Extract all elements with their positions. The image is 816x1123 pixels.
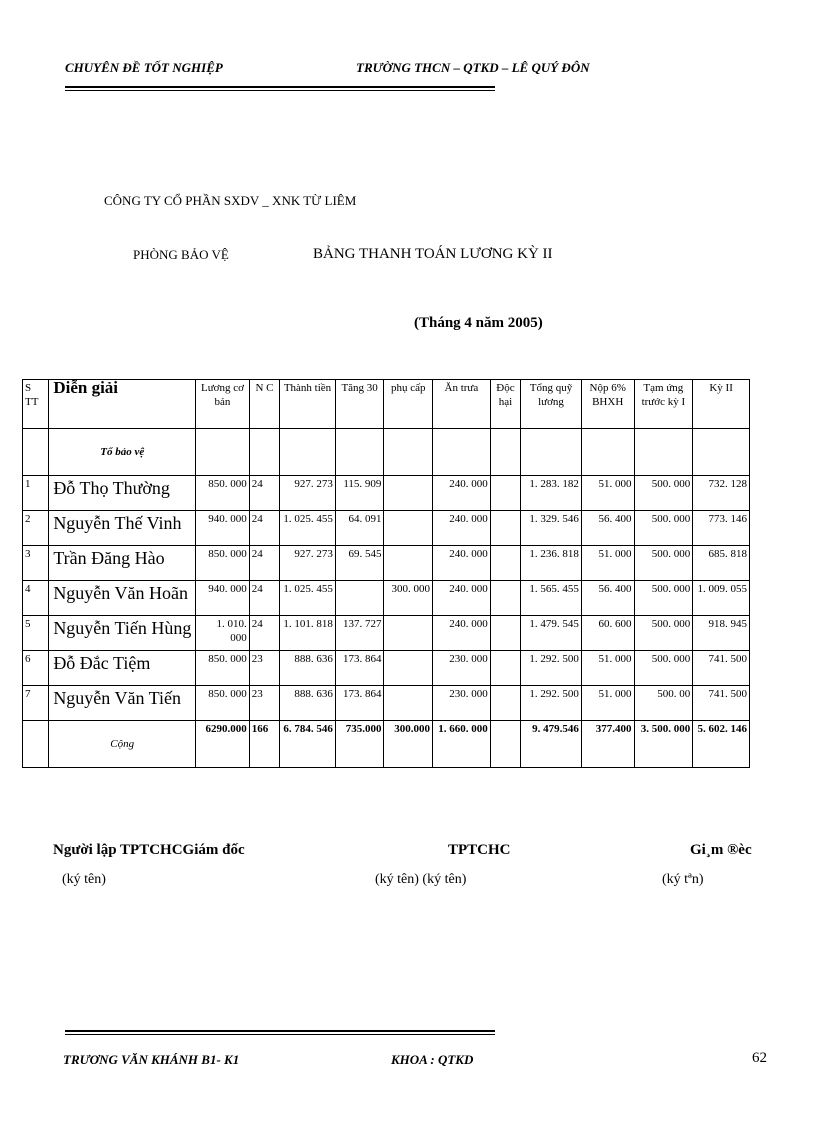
col-ky-ii: Kỳ II (693, 380, 750, 429)
row-stt: 4 (23, 581, 49, 616)
row-doc-hai (490, 476, 520, 511)
row-tong: 1. 292. 500 (521, 686, 582, 721)
row-an-trua: 230. 000 (433, 686, 491, 721)
row-ky2: 773. 146 (693, 511, 750, 546)
row-doc-hai (490, 511, 520, 546)
row-tong: 1. 329. 546 (521, 511, 582, 546)
total-thanh-tien: 6. 784. 546 (280, 721, 336, 768)
footer-mid: KHOA : QTKD (391, 1052, 474, 1067)
table-row (23, 616, 750, 651)
row-tang30: 64. 091 (335, 511, 384, 546)
row-nc: 23 (249, 686, 279, 721)
row-nc: 23 (249, 651, 279, 686)
document-title: BẢNG THANH TOÁN LƯƠNG KỲ II (313, 246, 553, 262)
row-luong: 850. 000 (196, 476, 250, 511)
col-luong-co-ban: Lương cơ bản (196, 380, 250, 429)
row-luong: 940. 000 (196, 511, 250, 546)
total-an-trua: 1. 660. 000 (433, 721, 491, 768)
col-phu-cap: phụ cấp (384, 380, 433, 429)
row-name: Nguyễn Tiến Hùng (49, 616, 196, 651)
row-thanh-tien: 927. 273 (280, 546, 336, 581)
header-left: CHUYÊN ĐỀ TỐT NGHIỆP (65, 60, 223, 75)
row-doc-hai (490, 546, 520, 581)
col-thanh-tien: Thành tiền (280, 380, 336, 429)
row-doc-hai (490, 651, 520, 686)
row-tam-ung: 500. 00 (634, 686, 693, 721)
table-row (23, 476, 750, 511)
row-bhxh: 56. 400 (581, 581, 634, 616)
signature-mid-sub: (ký tên) (ký tên) (375, 872, 467, 887)
table-body (23, 476, 750, 721)
row-ky2: 685. 818 (693, 546, 750, 581)
row-tong: 1. 565. 455 (521, 581, 582, 616)
row-tam-ung: 500. 000 (634, 476, 693, 511)
row-name: Nguyễn Thế Vinh (49, 511, 196, 546)
row-tang30: 137. 727 (335, 616, 384, 651)
row-tong: 1. 292. 500 (521, 651, 582, 686)
row-tong: 1. 283. 182 (521, 476, 582, 511)
row-tong: 1. 236. 818 (521, 546, 582, 581)
col-tam-ung: Tạm ứng trước kỳ I (634, 380, 693, 429)
row-doc-hai (490, 581, 520, 616)
row-luong: 850. 000 (196, 651, 250, 686)
row-name: Đỗ Thọ Thường (49, 476, 196, 511)
row-tang30: 115. 909 (335, 476, 384, 511)
row-bhxh: 51. 000 (581, 476, 634, 511)
row-phu-cap (384, 651, 433, 686)
row-bhxh: 60. 600 (581, 616, 634, 651)
row-phu-cap (384, 616, 433, 651)
table-header-row (23, 380, 750, 429)
total-luong: 6290.000 (196, 721, 250, 768)
col-dien-giai: Diễn giải (49, 380, 196, 429)
row-bhxh: 56. 400 (581, 511, 634, 546)
row-nc: 24 (249, 511, 279, 546)
period: (Tháng 4 năm 2005) (414, 315, 543, 331)
row-tong: 1. 479. 545 (521, 616, 582, 651)
row-name: Nguyễn Văn Tiến (49, 686, 196, 721)
row-nc: 24 (249, 616, 279, 651)
row-thanh-tien: 1. 025. 455 (280, 581, 336, 616)
row-bhxh: 51. 000 (581, 686, 634, 721)
department: PHÒNG BẢO VỆ (133, 247, 229, 262)
row-thanh-tien: 927. 273 (280, 476, 336, 511)
row-luong: 850. 000 (196, 686, 250, 721)
row-ky2: 741. 500 (693, 686, 750, 721)
row-phu-cap (384, 546, 433, 581)
row-tam-ung: 500. 000 (634, 616, 693, 651)
col-tong-quy-luong: Tổng quỹ lương (521, 380, 582, 429)
signature-mid-title: TPTCHC (448, 842, 511, 858)
col-an-trua: Ăn trưa (433, 380, 491, 429)
row-phu-cap (384, 686, 433, 721)
row-stt: 2 (23, 511, 49, 546)
row-nc: 24 (249, 476, 279, 511)
row-luong: 850. 000 (196, 546, 250, 581)
row-bhxh: 51. 000 (581, 546, 634, 581)
row-name: Đỗ Đắc Tiệm (49, 651, 196, 686)
table-row (23, 651, 750, 686)
row-tam-ung: 500. 000 (634, 651, 693, 686)
signature-left-title: Người lập TPTCHCGiám đốc (53, 842, 245, 858)
total-doc-hai (490, 721, 520, 768)
footer-rule (65, 1030, 495, 1035)
col-tang30: Tăng 30 (335, 380, 384, 429)
row-luong: 940. 000 (196, 581, 250, 616)
total-tam-ung: 3. 500. 000 (634, 721, 693, 768)
row-tam-ung: 500. 000 (634, 581, 693, 616)
col-doc-hai: Độc hại (490, 380, 520, 429)
row-phu-cap (384, 511, 433, 546)
signature-right-title: Gi¸m ®èc (690, 842, 752, 858)
row-ky2: 1. 009. 055 (693, 581, 750, 616)
row-an-trua: 240. 000 (433, 616, 491, 651)
row-an-trua: 240. 000 (433, 581, 491, 616)
row-doc-hai (490, 616, 520, 651)
row-stt: 1 (23, 476, 49, 511)
total-nc: 166 (249, 721, 279, 768)
group-label: Tổ bảo vệ (49, 429, 196, 476)
row-stt: 6 (23, 651, 49, 686)
row-stt: 5 (23, 616, 49, 651)
page-number: 62 (752, 1050, 767, 1066)
total-bhxh: 377.400 (581, 721, 634, 768)
total-tang30: 735.000 (335, 721, 384, 768)
table-row (23, 581, 750, 616)
table-row (23, 511, 750, 546)
row-thanh-tien: 1. 025. 455 (280, 511, 336, 546)
row-tam-ung: 500. 000 (634, 546, 693, 581)
payroll-table (22, 379, 750, 768)
row-stt: 3 (23, 546, 49, 581)
header-right: TRƯỜNG THCN – QTKD – LÊ QUÝ ĐÔN (356, 60, 590, 75)
table-row (23, 686, 750, 721)
row-doc-hai (490, 686, 520, 721)
total-tong: 9. 479.546 (521, 721, 582, 768)
row-tang30: 69. 545 (335, 546, 384, 581)
row-phu-cap (384, 476, 433, 511)
footer-left: TRƯƠNG VĂN KHÁNH B1- K1 (63, 1052, 240, 1067)
col-nop-bhxh: Nộp 6% BHXH (581, 380, 634, 429)
total-ky2: 5. 602. 146 (693, 721, 750, 768)
col-nc: N C (249, 380, 279, 429)
row-bhxh: 51. 000 (581, 651, 634, 686)
row-an-trua: 240. 000 (433, 546, 491, 581)
row-an-trua: 240. 000 (433, 511, 491, 546)
row-stt: 7 (23, 686, 49, 721)
header-rule (65, 86, 495, 91)
company-name: CÔNG TY CỔ PHẦN SXDV _ XNK TỪ LIÊM (104, 193, 357, 208)
row-nc: 24 (249, 581, 279, 616)
row-tang30 (335, 581, 384, 616)
group-row (23, 429, 750, 476)
col-stt: S TT (23, 380, 49, 429)
row-ky2: 741. 500 (693, 651, 750, 686)
row-luong: 1. 010. 000 (196, 616, 250, 651)
row-tam-ung: 500. 000 (634, 511, 693, 546)
row-thanh-tien: 888. 636 (280, 686, 336, 721)
row-tang30: 173. 864 (335, 686, 384, 721)
total-label: Cộng (49, 721, 196, 768)
total-phu-cap: 300.000 (384, 721, 433, 768)
row-name: Nguyễn Văn Hoãn (49, 581, 196, 616)
row-nc: 24 (249, 546, 279, 581)
row-thanh-tien: 1. 101. 818 (280, 616, 336, 651)
row-ky2: 918. 945 (693, 616, 750, 651)
row-thanh-tien: 888. 636 (280, 651, 336, 686)
signature-left-sub: (ký tên) (62, 872, 106, 887)
row-an-trua: 240. 000 (433, 476, 491, 511)
row-ky2: 732. 128 (693, 476, 750, 511)
row-phu-cap: 300. 000 (384, 581, 433, 616)
row-an-trua: 230. 000 (433, 651, 491, 686)
total-row (23, 721, 750, 768)
row-name: Trần Đăng Hào (49, 546, 196, 581)
signature-right-sub: (ký tªn) (662, 872, 704, 887)
table-row (23, 546, 750, 581)
row-tang30: 173. 864 (335, 651, 384, 686)
